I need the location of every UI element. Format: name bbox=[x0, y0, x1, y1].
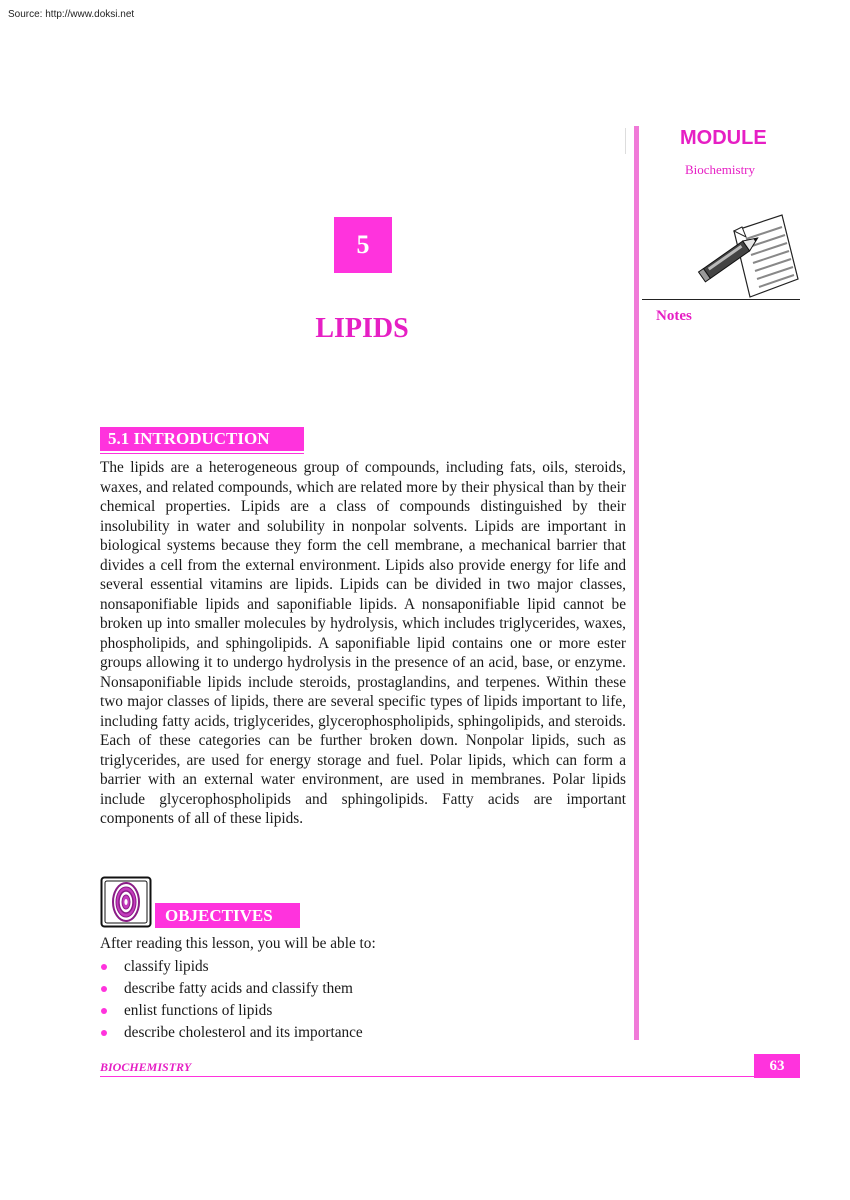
divider-tick bbox=[625, 128, 626, 154]
list-item: classify lipids bbox=[100, 956, 363, 978]
page-number: 63 bbox=[754, 1054, 800, 1078]
source-line: Source: http://www.doksi.net bbox=[8, 9, 135, 20]
notes-pencil-icon bbox=[694, 213, 806, 301]
chapter-number: 5 bbox=[334, 217, 392, 273]
list-item: enlist functions of lipids bbox=[100, 1000, 363, 1022]
notes-rule bbox=[642, 299, 800, 300]
objectives-lead: After reading this lesson, you will be able to: bbox=[100, 935, 376, 952]
subject-label: Biochemistry bbox=[684, 162, 756, 177]
introduction-paragraph: The lipids are a heterogeneous group of compounds, including fats, oils, steroids, waxes, and related compounds, which are related more by their physical than by their chemical properties. Lipids are a class of compounds distinguished by their insolubility in water and solubility in nonpolar solvents. Lipids are important in biological systems because they form the cell membrane, a mechanical barrier that divides a cell from the external environment. Lipids also provide energy for life and several essential vitamins are lipids. Lipids can be divided in two major classes, nonsaponifiable lipids and saponifiable lipids. A nonsaponifiable lipid cannot be broken up into smaller molecules by hydrolysis, which includes triglycerides, waxes, phospholipids, and sphingolipids. A saponifiable lipid contains one or more ester groups allowing it to undergo hydrolysis in the presence of an acid, base, or enzyme. Nonsaponifiable lipids include steroids, prostaglandins, and terpenes. Within these two major classes of lipids, there are several specific types of lipids important to life, including fatty acids, triglycerides, glycerophospholipids, sphingolipids, and steroids. Each of these categories can be further broken down. Nonpolar lipids, such as triglycerides, are used for energy storage and fuel. Polar lipids, which can form a barrier with an external water environment, are used in membranes. Polar lipids include glycerophospholipids and sphingolipids. Fatty acids are important components of all of these lipids. bbox=[100, 459, 626, 827]
notes-label: Notes bbox=[656, 308, 692, 324]
section-heading-introduction: 5.1 INTRODUCTION bbox=[100, 427, 304, 451]
list-item: describe cholesterol and its importance bbox=[100, 1022, 363, 1044]
list-item: describe fatty acids and classify them bbox=[100, 978, 363, 1000]
module-label: MODULE bbox=[680, 127, 767, 149]
target-icon bbox=[100, 876, 152, 928]
footer-book-title: BIOCHEMISTRY bbox=[100, 1060, 192, 1074]
objectives-list bbox=[100, 956, 363, 1044]
sidebar-divider bbox=[634, 126, 639, 1040]
chapter-title: LIPIDS bbox=[315, 313, 409, 344]
section-heading-objectives: OBJECTIVES bbox=[155, 903, 300, 928]
footer-rule bbox=[100, 1076, 800, 1077]
